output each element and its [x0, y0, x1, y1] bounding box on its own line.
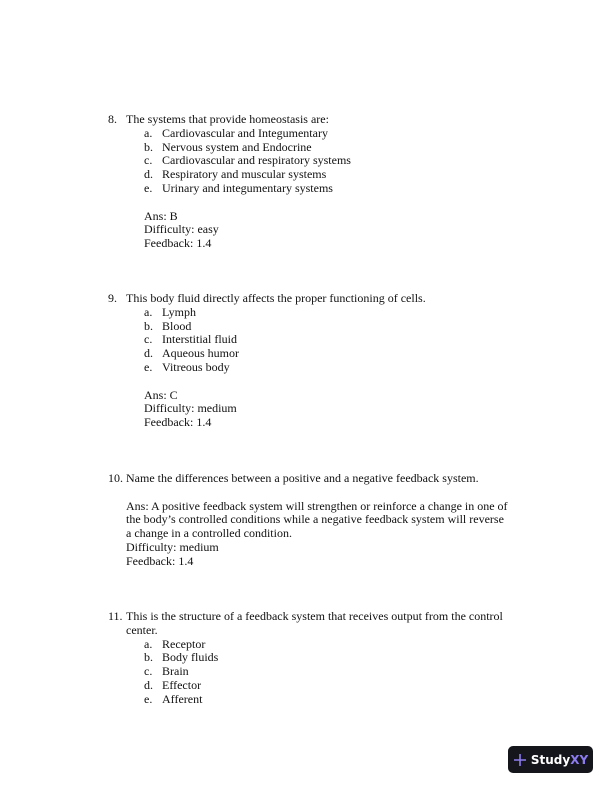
- studyxy-logo[interactable]: [508, 746, 593, 773]
- feedback: Feedback: 1.4: [144, 415, 212, 430]
- option: a. Lymph: [144, 304, 197, 319]
- option: d. Effector: [144, 677, 202, 692]
- option: c. Interstitial fluid: [144, 332, 237, 347]
- option: a. Cardiovascular and Integumentary: [144, 125, 328, 140]
- question-text: This body fluid directly affects the proper functioning of cells.: [126, 291, 426, 305]
- feedback: Feedback: 1.4: [126, 553, 194, 568]
- option: e. Vitreous body: [144, 359, 230, 374]
- option: d. Respiratory and muscular systems: [144, 167, 327, 182]
- question-11: [108, 610, 513, 707]
- option: b. Blood: [144, 318, 192, 333]
- option: c. Brain: [144, 664, 189, 679]
- difficulty: Difficulty: medium: [126, 539, 219, 554]
- feedback: Feedback: 1.4: [144, 236, 212, 251]
- question-number: 9.: [108, 291, 117, 305]
- difficulty: Difficulty: easy: [144, 222, 219, 237]
- question-10: [108, 472, 508, 569]
- answer: Ans: C: [144, 387, 178, 402]
- question-text: Name the differences between a positive and a negative feedback system.: [126, 471, 479, 485]
- difficulty: Difficulty: medium: [144, 401, 237, 416]
- option: d. Aqueous humor: [144, 346, 239, 361]
- question-number: 10.: [108, 471, 123, 485]
- question-number: 8.: [108, 112, 117, 126]
- answer: Ans: B: [144, 208, 178, 223]
- question-8: [108, 113, 528, 251]
- logo-text: StudyXY: [530, 752, 589, 767]
- question-text: This is the structure of a feedback system that receives output from the control center.: [126, 609, 503, 637]
- option: a. Receptor: [144, 636, 206, 651]
- question-text: The systems that provide homeostasis are:: [126, 112, 329, 126]
- option: c. Cardiovascular and respiratory systems: [144, 153, 351, 168]
- option: e. Urinary and integumentary systems: [144, 180, 333, 195]
- option: b. Body fluids: [144, 650, 219, 665]
- question-9: [108, 292, 528, 430]
- option: e. Afferent: [144, 691, 203, 706]
- option: b. Nervous system and Endocrine: [144, 139, 312, 154]
- question-number: 11.: [108, 609, 123, 623]
- plus-icon: [513, 753, 527, 767]
- answer: Ans: A positive feedback system will strengthen or reinforce a change in one of the body’s controlled conditions while a negative feedback system will reverse a change in a controlled condition.: [126, 498, 508, 541]
